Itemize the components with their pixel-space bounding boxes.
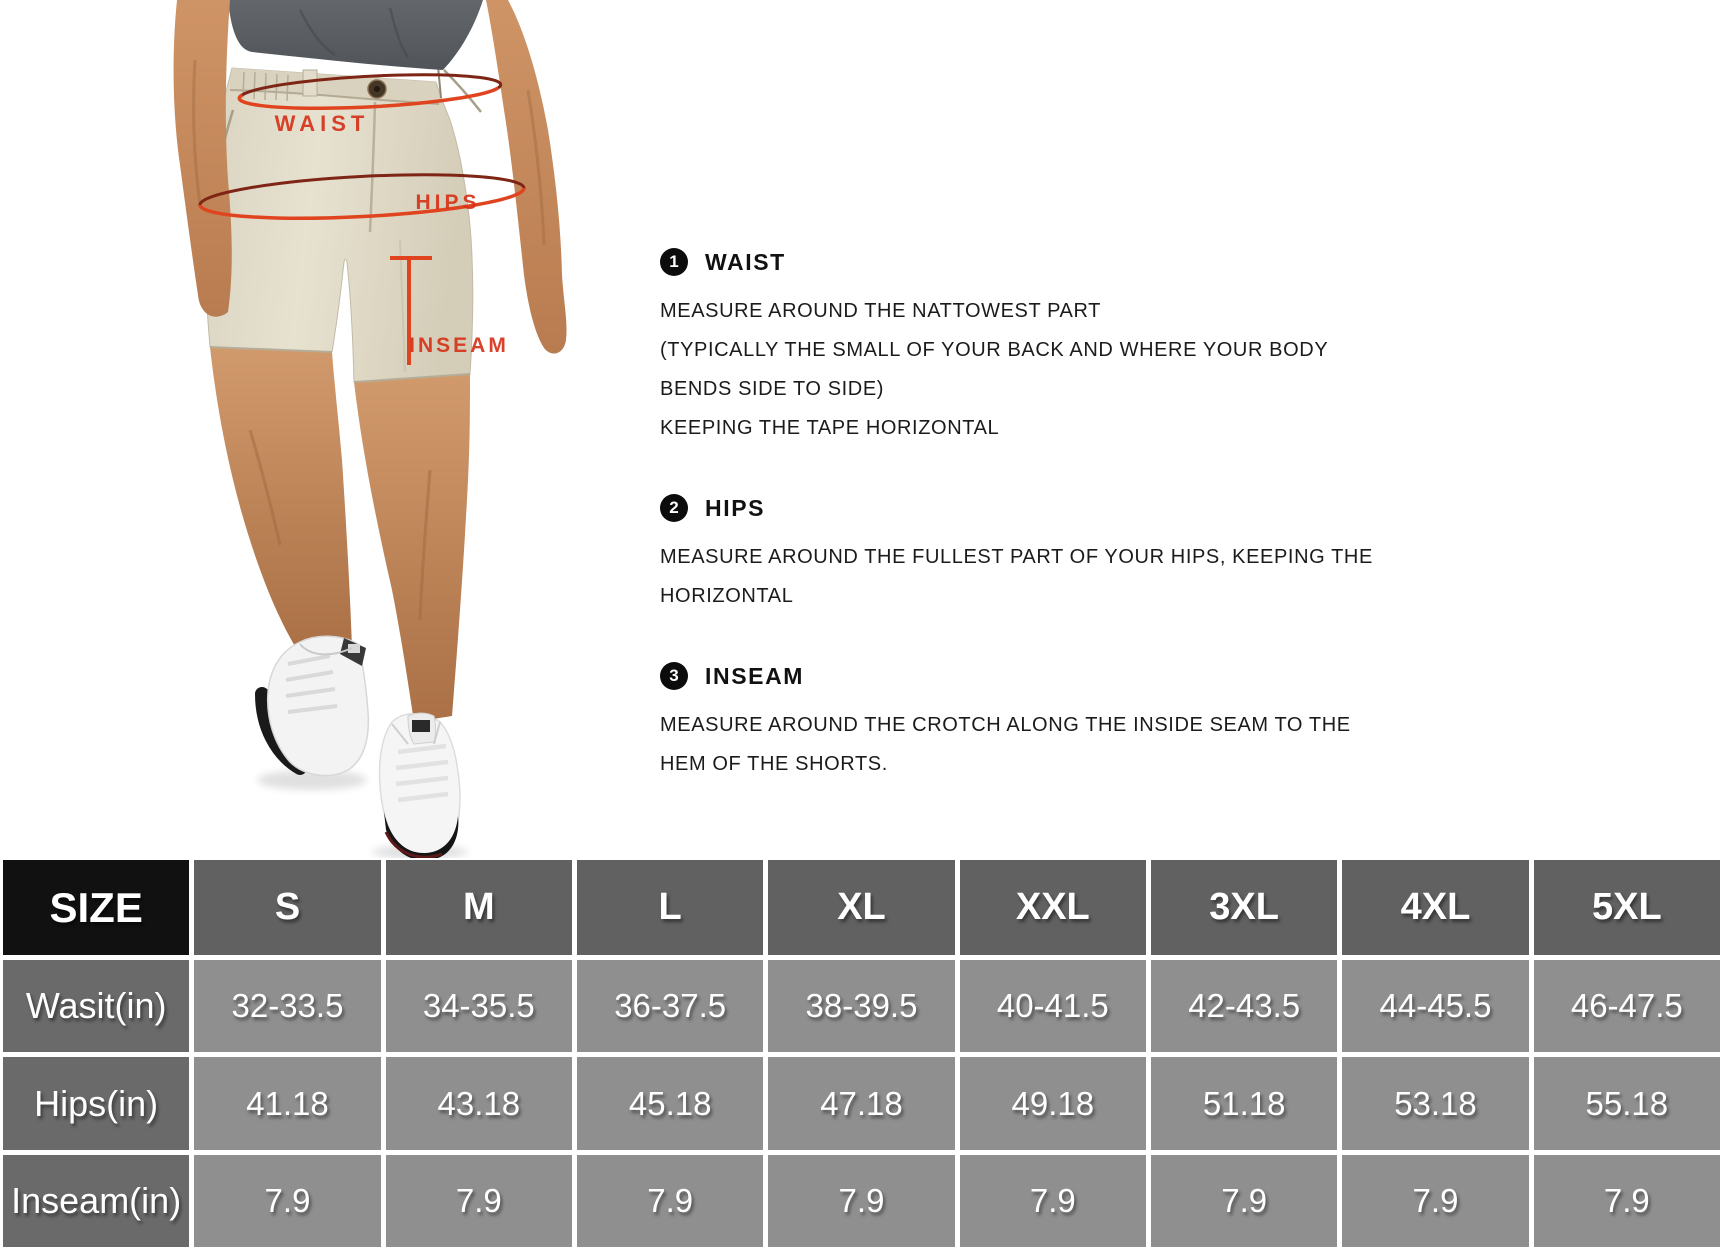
hips-value-xl: 47.18 xyxy=(768,1057,954,1150)
inseam-annotation-label: INSEAM xyxy=(409,334,509,357)
instruction-text: HORIZONTAL xyxy=(660,585,794,607)
inseam-value-5xl: 7.9 xyxy=(1534,1155,1720,1247)
right-sneaker xyxy=(380,713,460,858)
measure-instructions xyxy=(660,248,1380,784)
step-3-badge: 3 xyxy=(660,662,688,690)
model-photo xyxy=(0,0,600,858)
inseam-value-xl: 7.9 xyxy=(768,1155,954,1247)
size-chart-corner-header: SIZE xyxy=(3,860,189,955)
instruction-waist xyxy=(660,248,1380,448)
waist-value-m: 34-35.5 xyxy=(386,960,572,1052)
instruction-text: MEASURE AROUND THE FULLEST PART OF YOUR HIPS, KEEPING THE xyxy=(660,546,1373,568)
row-label-inseam: Inseam(in) xyxy=(3,1155,189,1247)
row-label-hips: Hips(in) xyxy=(3,1057,189,1150)
waist-value-xxl: 40-41.5 xyxy=(960,960,1146,1052)
instruction-inseam xyxy=(660,662,1380,784)
waist-value-s: 32-33.5 xyxy=(194,960,380,1052)
instruction-text: KEEPING THE TAPE HORIZONTAL xyxy=(660,417,1000,439)
waist-value-3xl: 42-43.5 xyxy=(1151,960,1337,1052)
hips-value-m: 43.18 xyxy=(386,1057,572,1150)
instruction-hips-title: HIPS xyxy=(705,494,766,521)
hips-value-l: 45.18 xyxy=(577,1057,763,1150)
instruction-text: (TYPICALLY THE SMALL OF YOUR BACK AND WHERE YOUR BODY xyxy=(660,339,1329,361)
waist-value-4xl: 44-45.5 xyxy=(1342,960,1528,1052)
waist-value-5xl: 46-47.5 xyxy=(1534,960,1720,1052)
instruction-text: HEM OF THE SHORTS. xyxy=(660,753,888,775)
size-column-header-m: M xyxy=(386,860,572,955)
inseam-value-l: 7.9 xyxy=(577,1155,763,1247)
size-column-header-5xl: 5XL xyxy=(1534,860,1720,955)
hips-annotation-label: HIPS xyxy=(415,191,481,214)
model-illustration xyxy=(0,0,600,858)
size-column-header-s: S xyxy=(194,860,380,955)
instruction-text: MEASURE AROUND THE NATTOWEST PART xyxy=(660,300,1101,322)
size-column-header-4xl: 4XL xyxy=(1342,860,1528,955)
step-1-badge: 1 xyxy=(660,248,688,276)
inseam-value-s: 7.9 xyxy=(194,1155,380,1247)
inseam-value-xxl: 7.9 xyxy=(960,1155,1146,1247)
waist-annotation-label: WAIST xyxy=(274,111,370,136)
size-column-header-xl: XL xyxy=(768,860,954,955)
size-chart-table xyxy=(0,860,1723,1246)
hips-value-3xl: 51.18 xyxy=(1151,1057,1337,1150)
hips-value-5xl: 55.18 xyxy=(1534,1057,1720,1150)
instruction-waist-title: WAIST xyxy=(705,248,786,275)
size-column-header-l: L xyxy=(577,860,763,955)
inseam-value-4xl: 7.9 xyxy=(1342,1155,1528,1247)
left-sneaker xyxy=(262,636,368,775)
inseam-value-3xl: 7.9 xyxy=(1151,1155,1337,1247)
gray-shirt xyxy=(228,0,483,70)
waist-value-l: 36-37.5 xyxy=(577,960,763,1052)
waist-value-xl: 38-39.5 xyxy=(768,960,954,1052)
step-2-badge: 2 xyxy=(660,494,688,522)
hips-value-s: 41.18 xyxy=(194,1057,380,1150)
size-column-header-3xl: 3XL xyxy=(1151,860,1337,955)
instruction-text: MEASURE AROUND THE CROTCH ALONG THE INSIDE SEAM TO THE xyxy=(660,714,1351,736)
instruction-text: BENDS SIDE TO SIDE) xyxy=(660,378,885,400)
instruction-hips xyxy=(660,494,1380,616)
hips-value-xxl: 49.18 xyxy=(960,1057,1146,1150)
row-label-waist: Wasit(in) xyxy=(3,960,189,1052)
inseam-value-m: 7.9 xyxy=(386,1155,572,1247)
instruction-inseam-title: INSEAM xyxy=(705,662,805,689)
hips-value-4xl: 53.18 xyxy=(1342,1057,1528,1150)
size-column-header-xxl: XXL xyxy=(960,860,1146,955)
